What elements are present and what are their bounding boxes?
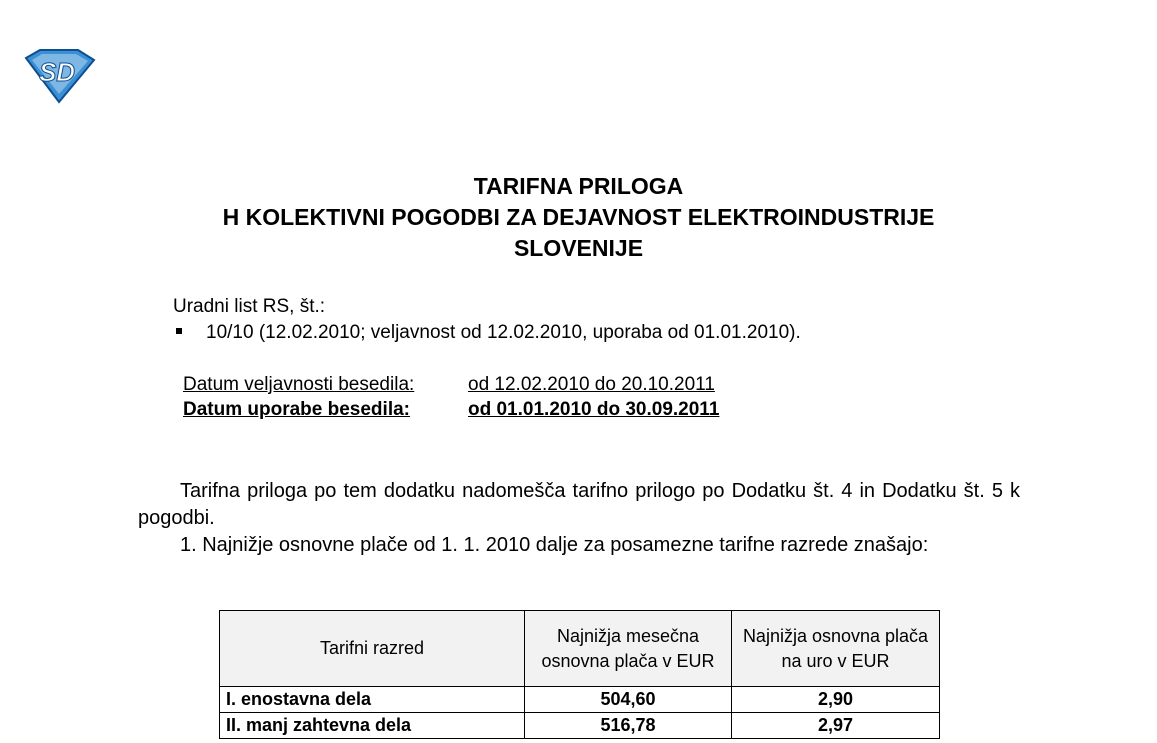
cell-mesecna: 504,60 (525, 687, 732, 713)
cell-razred: I. enostavna dela (220, 687, 525, 713)
header-mesecna-placa: Najnižja mesečna osnovna plača v EUR (525, 611, 732, 687)
dates-block (183, 372, 719, 422)
title-line-2: H KOLEKTIVNI POGODBI ZA DEJAVNOST ELEKTROINDUSTRIJE (222, 204, 935, 230)
title-line-3: SLOVENIJE (513, 235, 644, 261)
usage-label: Datum uporabe besedila: (183, 399, 410, 420)
table-header-row (220, 611, 940, 687)
cell-urna: 2,97 (732, 713, 940, 739)
usage-value: od 01.01.2010 do 30.09.2011 (468, 399, 720, 420)
uradni-list-item (173, 322, 801, 344)
title-line-1: TARIFNA PRILOGA (473, 173, 684, 199)
cell-razred: II. manj zahtevna dela (220, 713, 525, 739)
cell-mesecna: 516,78 (525, 713, 732, 739)
table-row (220, 687, 940, 713)
header-tarifni-razred: Tarifni razred (220, 611, 525, 687)
uradni-list-item-text: 10/10 (12.02.2010; veljavnost od 12.02.2010, uporaba od 01.01.2010). (206, 322, 801, 343)
paragraph-point-1: 1. Najnižje osnovne plače od 1. 1. 2010 dalje za posamezne tarifne razrede znašajo: (180, 534, 929, 556)
bullet-square-icon (176, 328, 182, 334)
cell-urna: 2,90 (732, 687, 940, 713)
usage-row (183, 397, 719, 422)
validity-value: od 12.02.2010 do 20.10.2011 (468, 374, 715, 395)
table-row (220, 713, 940, 739)
validity-label: Datum veljavnosti besedila: (183, 374, 415, 395)
uradni-list-label: Uradni list RS, št.: (173, 296, 326, 317)
logo-text: SD (38, 57, 76, 87)
header-urna-placa: Najnižja osnovna plača na uro v EUR (732, 611, 940, 687)
company-logo (22, 48, 96, 104)
paragraph-intro: Tarifna priloga po tem dodatku nadomešča tarifno prilogo po Dodatku št. 4 in Dodatku št. 5 k pogodbi. (138, 480, 1020, 529)
document-title (0, 171, 1157, 264)
tariff-table (219, 610, 940, 739)
validity-row (183, 372, 719, 397)
